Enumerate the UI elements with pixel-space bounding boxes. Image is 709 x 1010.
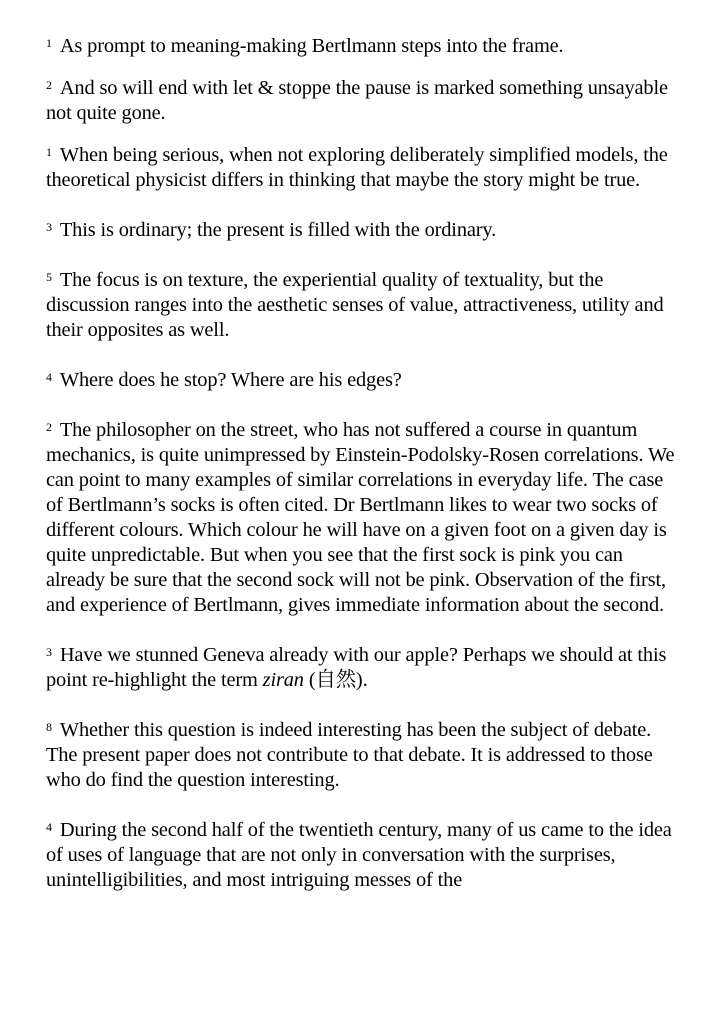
footnote-number: 8 [46,720,52,734]
footnote-10 [46,818,676,893]
footnote-7 [46,418,676,618]
footnote-text: Where does he stop? Where are his edges? [59,369,402,391]
footnote-text: As prompt to meaning-making Bertlmann steps into the frame. [59,35,564,57]
footnote-9 [46,718,676,793]
footnote-text: When being serious, when not exploring deliberately simplified models, the theoretical physicist differs in thinking that maybe the story might be true. [46,144,668,191]
footnote-5 [46,268,676,343]
footnote-8 [46,643,676,693]
footnote-number: 1 [46,36,52,50]
emphasized-term: ziran [262,669,304,691]
footnote-text: Have we stunned Geneva already with our apple? Perhaps we should at this point re-highlight the term [46,644,667,691]
footnote-number: 2 [46,420,52,434]
document-page [46,34,676,893]
footnote-number: 5 [46,270,52,284]
footnote-6 [46,368,676,393]
footnote-number: 2 [46,78,52,92]
footnote-number: 3 [46,220,52,234]
footnote-text: The focus is on texture, the experiential quality of textuality, but the discussion ranges into the aesthetic senses of value, attractiveness, utility and their opposites as well. [46,269,664,341]
footnote-2 [46,76,676,126]
footnote-text-end: (自然). [308,669,368,691]
footnote-text: During the second half of the twentieth century, many of us came to the idea of uses of language that are not only in conversation with the surprises, unintelligibilities, and most intriguing messes of the [46,819,672,891]
footnote-number: 4 [46,820,52,834]
footnote-text: This is ordinary; the present is filled with the ordinary. [59,219,497,241]
footnote-4 [46,218,676,243]
footnote-text: And so will end with let & stoppe the pause is marked something unsayable not quite gone. [46,77,668,124]
footnote-number: 1 [46,145,52,159]
footnote-number: 3 [46,645,52,659]
footnote-1 [46,34,676,59]
footnote-text: Whether this question is indeed interesting has been the subject of debate. The present paper does not contribute to that debate. It is addressed to those who do find the question interesting. [46,719,653,791]
footnote-number: 4 [46,370,52,384]
footnote-text: The philosopher on the street, who has not suffered a course in quantum mechanics, is quite unimpressed by Einstein-Podolsky-Rosen correlations. We can point to many examples of similar correlations in everyday life. The case of Bertlmann’s socks is often cited. Dr Bertlmann likes to wear two socks of different colours. Which colour he will have on a given foot on a given day is quite unpredictable. But when you see that the first sock is pink you can already be sure that the second sock will not be pink. Observation of the first, and experience of Bertlmann, gives immediate information about the second. [46,419,675,616]
footnote-3 [46,143,676,193]
